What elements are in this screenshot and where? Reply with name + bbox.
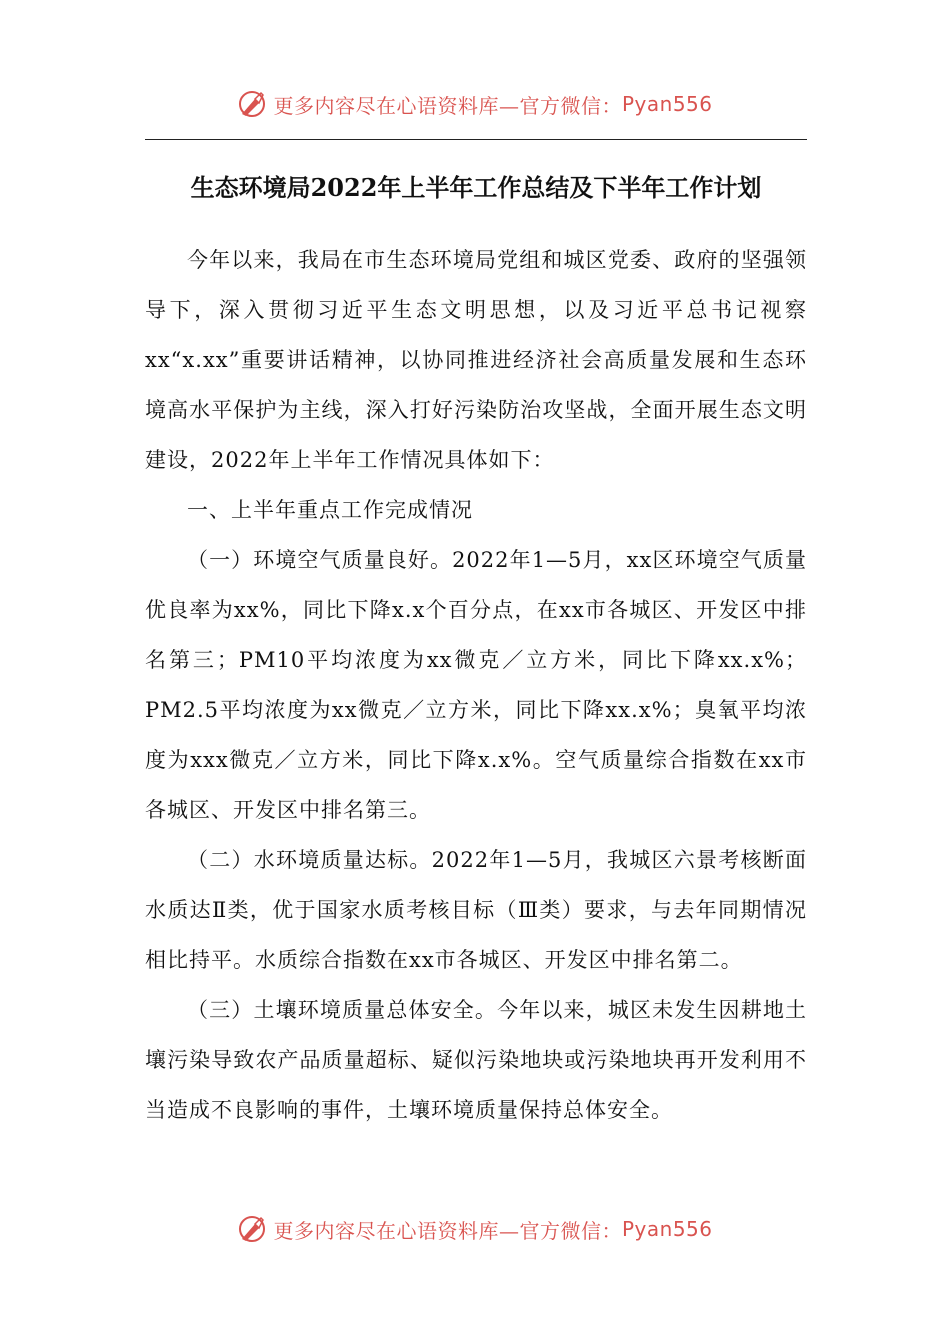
header-divider (145, 139, 807, 140)
paragraph-intro: 今年以来，我局在市生态环境局党组和城区党委、政府的坚强领导下，深入贯彻习近平生态文明思想，以及习近平总书记视察xx“x.xx”重要讲话精神，以协同推进经济社会高质量发展和生态环境高水平保护为主线，深入打好污染防治攻坚战，全面开展生态文明建设，2022年上半年工作情况具体如下： (145, 248, 807, 472)
footer-banner-wechat-id: Pyan556 (621, 1217, 713, 1241)
footer-watermark-banner (0, 1209, 950, 1249)
section-heading: 一、上半年重点工作完成情况 (187, 498, 473, 522)
header-watermark-banner (0, 84, 950, 124)
pen-nib-icon (237, 89, 267, 119)
header-banner-text: 更多内容尽在心语资料库—官方微信： (273, 93, 622, 118)
paragraph-water-quality: （二）水环境质量达标。2022年1—5月，我城区六景考核断面水质达Ⅱ类，优于国家水质考核目标（Ⅲ类）要求，与去年同期情况相比持平。水质综合指数在xx市各城区、开发区中排名第二。 (145, 848, 807, 972)
header-banner-wechat-id: Pyan556 (621, 92, 713, 116)
paragraph-soil-quality: （三）土壤环境质量总体安全。今年以来，城区未发生因耕地土壤污染导致农产品质量超标、疑似污染地块或污染地块再开发利用不当造成不良影响的事件，土壤环境质量保持总体安全。 (145, 998, 807, 1122)
footer-banner-text: 更多内容尽在心语资料库—官方微信： (273, 1218, 622, 1243)
document-title: 生态环境局2022年上半年工作总结及下半年工作计划 (190, 173, 762, 202)
document-body (145, 235, 807, 1135)
paragraph-air-quality: （一）环境空气质量良好。2022年1—5月，xx区环境空气质量优良率为xx%，同比下降x.x个百分点，在xx市各城区、开发区中排名第三；PM10平均浓度为xx微克／立方米，同比下降xx.x%；PM2.5平均浓度为xx微克／立方米，同比下降xx.x%；臭氧平均浓度为xxx微克／立方米，同比下降x.x%。空气质量综合指数在xx市各城区、开发区中排名第三。 (145, 548, 807, 822)
pen-nib-icon (237, 1214, 267, 1244)
